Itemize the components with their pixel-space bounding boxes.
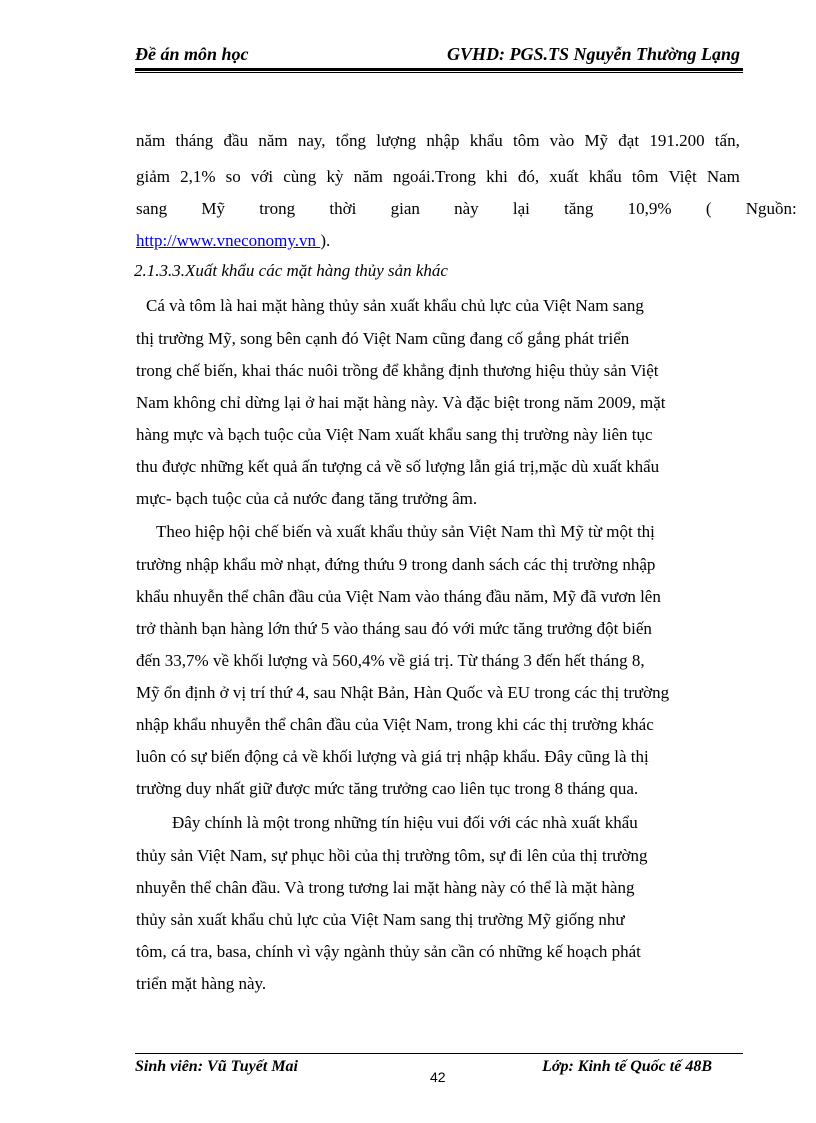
text-line-content: sang Mỹ trong thời gian này lại tăng 10,9% ( Nguồn: — [136, 199, 797, 218]
source-suffix: ). — [320, 231, 331, 250]
footer-class: Lớp: Kinh tế Quốc tế 48B — [542, 1058, 712, 1075]
word: 191.200 — [649, 131, 705, 150]
paragraph-1-line: Nam không chỉ dừng lại ở hai mặt hàng này. Và đặc biệt trong năm 2009, mặt — [136, 393, 666, 412]
paragraph-2-line: trở thành bạn hàng lớn thứ 5 vào tháng sau đó với mức tăng trưởng đột biến — [136, 619, 652, 638]
paragraph-2-line: trường nhập khẩu mờ nhạt, đứng thứu 9 trong danh sách các thị trường nhập — [136, 555, 656, 574]
word: với — [250, 167, 274, 186]
paragraph-2-line: luôn có sự biến động cả về khối lượng và giá trị nhập khẩu. Đây cũng là thị — [136, 747, 649, 766]
word: Việt — [668, 167, 697, 186]
paragraph-2-line: nhập khẩu nhuyễn thể chân đầu của Việt Nam, trong khi các thị trường khác — [136, 715, 654, 734]
word: nay, — [297, 131, 326, 150]
header-course-title: Đề án môn học — [135, 44, 249, 64]
section-heading: 2.1.3.3.Xuất khẩu các mặt hàng thủy sản khác — [134, 261, 448, 280]
text-line — [136, 198, 797, 220]
word: tôm — [512, 131, 540, 150]
paragraph-3-line: tôm, cá tra, basa, chính vì vậy ngành thủy sản cần có những kế hoạch phát — [136, 942, 641, 961]
footer-rule — [135, 1053, 743, 1054]
word: giảm — [136, 167, 170, 186]
paragraph-3-line: triển mặt hàng này. — [136, 974, 267, 993]
word: ngoái.Trong — [392, 167, 476, 186]
text-line — [136, 166, 740, 188]
word: đạt — [618, 131, 640, 150]
paragraph-3-line: nhuyễn thể chân đầu. Và trong tương lai mặt hàng này có thể là mặt hàng — [136, 878, 635, 897]
word: tổng — [335, 131, 366, 150]
paragraph-3-line: thủy sản xuất khẩu chủ lực của Việt Nam sang thị trường Mỹ giống như — [136, 910, 625, 929]
paragraph-2-line: trường duy nhất giữ được mức tăng trưởng cao liên tục trong 8 tháng qua. — [136, 779, 639, 798]
paragraph-1-line: Cá và tôm là hai mặt hàng thủy sản xuất khẩu chủ lực của Việt Nam sang — [146, 296, 644, 315]
text-line — [136, 130, 740, 152]
footer-student: Sinh viên: Vũ Tuyết Mai — [135, 1058, 298, 1075]
paragraph-2-line: đến 33,7% về khối lượng và 560,4% về giá trị. Từ tháng 3 đến hết tháng 8, — [136, 651, 645, 670]
word: so — [225, 167, 241, 186]
page-header — [135, 44, 740, 68]
word: năm — [353, 167, 383, 186]
word: tấn, — [714, 131, 740, 150]
word: lượng — [376, 131, 417, 150]
header-rule — [135, 68, 743, 71]
header-rule-thin — [135, 72, 743, 73]
paragraph-1-line: mực- bạch tuộc của cả nước đang tăng trưởng âm. — [136, 489, 478, 508]
source-line — [136, 230, 330, 252]
word: vào — [549, 131, 575, 150]
source-link[interactable]: http://www.vneconomy.vn — [136, 231, 321, 250]
paragraph-2-line: khẩu nhuyễn thể chân đầu của Việt Nam vào tháng đầu năm, Mỹ đã vươn lên — [136, 587, 661, 606]
word: năm — [136, 131, 166, 150]
word: Mỹ — [584, 131, 609, 150]
word: đó, — [517, 167, 540, 186]
word: khẩu — [469, 131, 503, 150]
word: xuất — [549, 167, 579, 186]
paragraph-1-line: trong chế biến, khai thác nuôi trồng để khẳng định thương hiệu thủy sản Việt — [136, 361, 659, 380]
word: kỳ — [326, 167, 344, 186]
word: tôm — [631, 167, 659, 186]
word: nhập — [426, 131, 460, 150]
paragraph-2-line: Mỹ ổn định ở vị trí thứ 4, sau Nhật Bản, Hàn Quốc và EU trong các thị trường — [136, 683, 670, 702]
paragraph-1-line: thu được những kết quả ấn tượng cả về số lượng lẫn giá trị,mặc dù xuất khẩu — [136, 457, 660, 476]
page-number: 42 — [430, 1069, 446, 1085]
word: năm — [258, 131, 288, 150]
paragraph-1-line: hàng mực và bạch tuộc của Việt Nam xuất khẩu sang thị trường này liên tục — [136, 425, 653, 444]
paragraph-2-line: Theo hiệp hội chế biến và xuất khẩu thủy sản Việt Nam thì Mỹ từ một thị — [156, 522, 655, 541]
word: 2,1% — [180, 167, 216, 186]
word: cùng — [283, 167, 317, 186]
word: tháng — [175, 131, 214, 150]
word: Nam — [706, 167, 740, 186]
word: đầu — [223, 131, 249, 150]
word: khi — [486, 167, 508, 186]
paragraph-1-line: thị trường Mỹ, song bên cạnh đó Việt Nam cũng đang cố gắng phát triển — [136, 329, 630, 348]
header-supervisor: GVHD: PGS.TS Nguyễn Thường Lạng — [447, 44, 740, 64]
paragraph-3-line: Đây chính là một trong những tín hiệu vui đối với các nhà xuất khẩu — [172, 813, 638, 832]
word: khẩu — [588, 167, 622, 186]
paragraph-3-line: thủy sản Việt Nam, sự phục hồi của thị trường tôm, sự đi lên của thị trường — [136, 846, 648, 865]
